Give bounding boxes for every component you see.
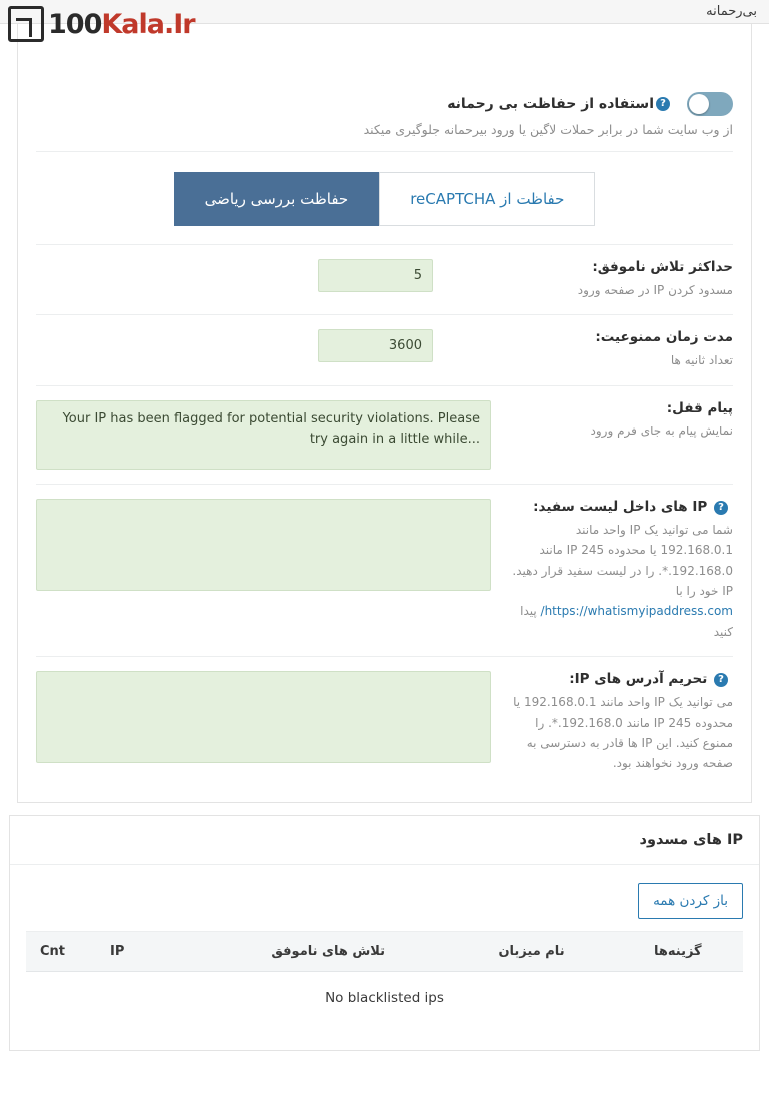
table-empty-row	[26, 971, 743, 1024]
ban-duration-input[interactable]	[318, 329, 433, 362]
unblock-all-button[interactable]: باز کردن همه	[638, 883, 743, 919]
blocked-ips-table	[26, 931, 743, 1024]
max-attempts-input[interactable]	[318, 259, 433, 292]
column-cnt: Cnt	[26, 931, 96, 971]
brute-force-description: از وب سایت شما در برابر حملات لاگین یا ورود بیرحمانه جلوگیری میکند	[363, 122, 733, 137]
blocked-ips-body	[10, 865, 759, 1050]
brute-force-toggle-label: استفاده از حفاظت بی رحمانه	[447, 96, 654, 112]
help-icon[interactable]: ?	[656, 97, 670, 111]
table-header-row	[26, 931, 743, 971]
whitelist-label-text: IP های داخل لیست سفید:	[533, 498, 708, 515]
logo-number: 100	[48, 8, 102, 40]
field-row-blacklist-ips	[36, 657, 733, 788]
column-options: گزینه‌ها	[613, 931, 743, 971]
max-attempts-label-col	[433, 259, 733, 300]
site-logo	[8, 6, 195, 42]
toggle-knob	[689, 94, 709, 114]
tab-math-check[interactable]: حفاظت بررسی ریاضی	[174, 172, 380, 226]
ban-duration-hint: تعداد ثانیه ها	[670, 353, 733, 368]
empty-message: No blacklisted ips	[325, 989, 444, 1006]
lockout-message-label: پیام قفل:	[666, 399, 733, 416]
whitelist-textarea[interactable]	[36, 499, 491, 591]
blocked-ips-table-head	[26, 931, 743, 971]
field-row-max-attempts	[36, 245, 733, 315]
field-row-whitelist	[36, 485, 733, 657]
column-failed-attempts: تلاش های ناموفق	[206, 931, 450, 971]
field-row-lockout-message	[36, 386, 733, 485]
window-title: بی‌رحمانه	[706, 4, 757, 19]
column-ip: IP	[96, 931, 206, 971]
blacklist-ips-label-col	[491, 671, 733, 774]
help-icon[interactable]: ?	[714, 501, 728, 515]
lockout-message-hint: نمایش پیام به جای فرم ورود	[590, 423, 733, 438]
logo-mark-icon	[8, 6, 44, 42]
whitelist-field-col	[36, 499, 491, 591]
help-icon[interactable]: ?	[714, 673, 728, 687]
blacklist-ips-label	[569, 671, 733, 687]
field-row-ban-duration	[36, 315, 733, 385]
blacklist-ips-hint: می توانید یک IP واحد مانند 192.168.0.1 یا محدوده 245 IP مانند 192.168.0.*. را ممنوع کنید. این IP ها قادر به دسترسی به صفحه ورود نخواهند بود.	[513, 695, 733, 771]
lockout-message-textarea[interactable]	[36, 400, 491, 470]
brute-force-toggle[interactable]	[687, 92, 733, 116]
logo-text	[48, 8, 195, 40]
lockout-message-field-col	[36, 400, 491, 470]
blacklist-ips-label-text: تحریم آدرس های IP:	[569, 671, 708, 688]
whitelist-hint-part2: پیدا کنید	[520, 604, 733, 639]
logo-tld: .Ir	[164, 8, 195, 40]
settings-panel	[17, 24, 752, 803]
ban-duration-field-col	[36, 329, 433, 362]
protection-mode-tabs	[36, 152, 733, 244]
whitelist-label	[533, 499, 733, 515]
lockout-message-label-col	[491, 400, 733, 441]
ban-duration-label: مدت زمان ممنوعیت:	[595, 329, 733, 346]
ban-duration-label-col	[433, 329, 733, 370]
whitelist-label-col	[491, 499, 733, 642]
whitelist-hint-part1: شما می توانید یک IP واحد مانند 192.168.0.1 یا محدوده 245 IP مانند 192.168.0.*. را در لیست سفید قرار دهید. IP خود را با	[512, 522, 733, 598]
brute-force-toggle-row	[36, 76, 733, 120]
blacklist-ips-textarea[interactable]	[36, 671, 491, 763]
blocked-ips-table-body	[26, 971, 743, 1024]
whatismyipaddress-link[interactable]: https://whatismyipaddress.com/	[540, 604, 733, 619]
unblock-all-row	[26, 879, 743, 931]
blocked-ips-panel	[9, 815, 760, 1051]
max-attempts-field-col	[36, 259, 433, 292]
max-attempts-hint: مسدود کردن IP در صفحه ورود	[577, 283, 733, 297]
logo-brand: Kala	[101, 8, 164, 40]
blocked-ips-title: IP های مسدود	[10, 816, 759, 865]
tab-recaptcha[interactable]: حفاظت از reCAPTCHA	[379, 172, 595, 226]
whitelist-hint	[505, 520, 733, 642]
max-attempts-label: حداکثر تلاش ناموفق:	[592, 259, 733, 275]
blacklist-ips-field-col	[36, 671, 491, 763]
column-hostname: نام میزبان	[450, 931, 612, 971]
